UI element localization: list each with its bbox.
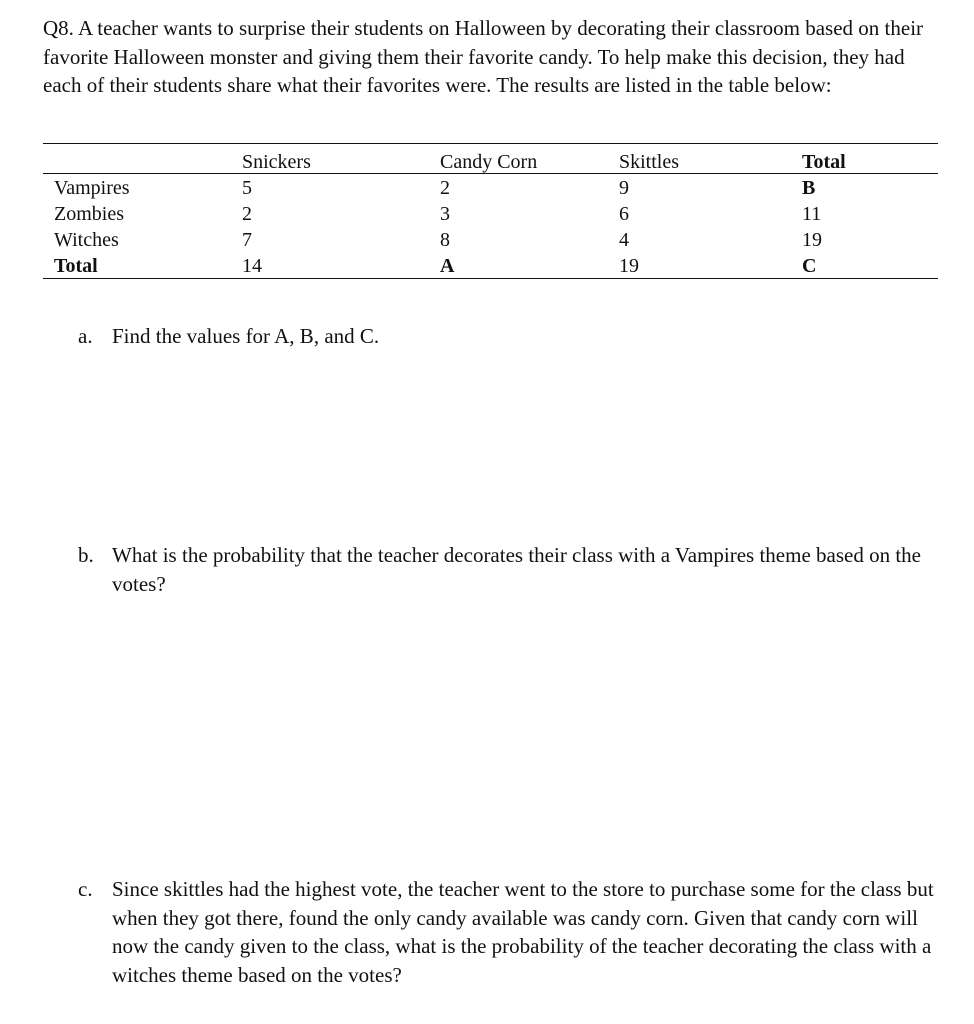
table-cell: 3 [440, 203, 450, 225]
table-row-zombies [43, 200, 938, 226]
table-cell: 2 [242, 203, 252, 225]
table-cell: 8 [440, 229, 450, 251]
part-c-label: c. [78, 877, 93, 901]
part-b-text: What is the probability that the teacher decorates their class with a Vampires theme based on the votes? [112, 543, 922, 596]
table-cell: 7 [242, 229, 252, 251]
part-a [78, 322, 948, 351]
part-b-label: b. [78, 543, 94, 567]
table-cell: 11 [802, 203, 822, 225]
table-header-row [43, 144, 938, 174]
part-a-label: a. [78, 324, 93, 348]
table-cell: 19 [610, 252, 794, 279]
part-a-text: Find the values for A, B, and C. [112, 324, 380, 348]
table-row-total [43, 252, 938, 279]
part-c-text: Since skittles had the highest vote, the teacher went to the store to purchase some for the class but when they got there, found the only candy available was candy corn. Given that candy corn will now the candy given to the class, what is the probability of the teacher decorating the class with a witches theme based on the votes? [112, 877, 934, 987]
table-cell: 2 [440, 177, 450, 199]
part-c [78, 875, 948, 989]
table-header-total: Total [794, 144, 938, 174]
table-row-vampires [43, 174, 938, 201]
table-cell: 14 [231, 252, 432, 279]
part-b [78, 541, 948, 598]
table-cell: 5 [242, 177, 252, 199]
table-cell-c: C [794, 252, 938, 279]
table-cell: Zombies [54, 203, 124, 225]
table-cell: Vampires [54, 177, 130, 199]
table-cell: Total [43, 252, 231, 279]
table-cell-a: A [432, 252, 610, 279]
table-header-skittles: Skittles [610, 144, 794, 174]
table-cell: 19 [802, 229, 822, 251]
table-header-snickers: Snickers [231, 144, 432, 174]
table-header-blank [43, 144, 231, 174]
table-cell: Witches [54, 229, 119, 251]
table-cell: 4 [619, 229, 629, 251]
table-row-witches [43, 226, 938, 252]
table-cell: 6 [619, 203, 629, 225]
table-header-candy-corn: Candy Corn [432, 144, 610, 174]
votes-table [43, 143, 938, 279]
table-cell-b: B [802, 177, 816, 199]
question-intro: Q8. A teacher wants to surprise their students on Halloween by decorating their classroom based on their favorite Halloween monster and giving them their favorite candy. To help make this decision, they had each of their students share what their favorites were. The results are listed in the table below: [43, 16, 924, 97]
table-cell: 9 [619, 177, 629, 199]
